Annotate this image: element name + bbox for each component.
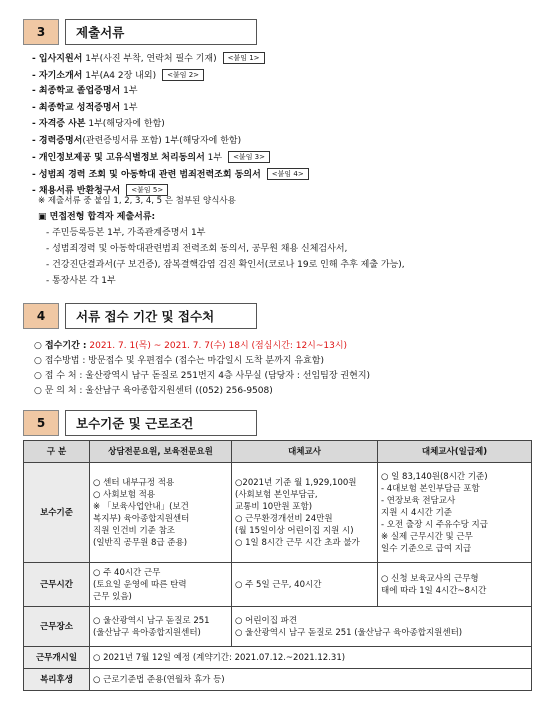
cell-text: ○ 신청 보육교사의 근무형 — [381, 573, 479, 584]
document-detail: 1부 — [120, 102, 138, 113]
cell-text: ○ 2021년 7월 12일 예정 (계약기간: 2021.07.12.~2021.12.31) — [93, 652, 346, 663]
table-row — [24, 463, 532, 563]
cell-text: ○ 근로기준법 준용(연월차 휴가 등) — [93, 674, 225, 685]
document-detail: 1부(해당자에 한함) — [85, 119, 165, 129]
final-doc-item: - 성범죄경력 및 아동학대관련범죄 전력조회 동의서, 공무원 채용 신체검사서, — [46, 244, 348, 254]
document-item — [32, 69, 204, 82]
table-header-row — [24, 441, 532, 463]
attachment-tag: <붙임 5> — [126, 184, 168, 196]
cell-text: ○ 근무환경개선비 24만원 — [235, 513, 333, 524]
method-line: ○ 접수방법 : 방문접수 및 우편접수 (접수는 마감일시 도착 분까지 유효함) — [34, 356, 324, 366]
cell-text: 지원 시 4시간 기준 — [381, 507, 452, 518]
bullet: - — [32, 186, 39, 196]
document-item — [32, 118, 165, 130]
table-cell — [378, 563, 532, 607]
bullet: - — [32, 70, 39, 81]
document-item — [32, 135, 241, 147]
cell-text: - 오전 출장 시 주유수당 지급 — [381, 519, 488, 530]
cell-text: 복지부) 육아종합지원센터 — [93, 513, 190, 524]
attachment-tag: <붙임 2> — [162, 69, 204, 81]
cell-text: 교통비 10만원 포함) — [235, 501, 313, 512]
row-label: 복리후생 — [24, 669, 90, 691]
document-name: 최종학교 성적증명서 — [38, 102, 121, 113]
section-number: 3 — [23, 19, 59, 45]
cell-text: ○ 어린이집 파견 — [235, 615, 298, 626]
col-header: 구 분 — [24, 441, 90, 463]
document-item — [32, 102, 138, 114]
document-detail: 1부(A4 2장 내외) — [82, 70, 157, 81]
cell-text: ○ 주 5일 근무, 40시간 — [235, 579, 322, 590]
bullet: - — [32, 86, 39, 96]
cell-text: - 연장보육 전담교사 — [381, 495, 456, 506]
cell-text: ○ 1일 8시간 근무 시간 초과 불가 — [235, 537, 360, 548]
section-number: 4 — [23, 303, 59, 329]
document-item — [32, 168, 309, 181]
cell-text: ※ 실제 근무시간 및 근무 — [381, 531, 473, 542]
document-name: 자격증 사본 — [38, 119, 86, 129]
cell-text: (울산남구 육아종합지원센터) — [93, 627, 201, 638]
row-label: 보수기준 — [24, 463, 90, 563]
cell-text: - 4대보험 본인부담금 포함 — [381, 483, 480, 494]
period-line — [34, 340, 347, 352]
bullet: - — [32, 153, 39, 163]
section-number: 5 — [23, 410, 59, 436]
section-3-header — [23, 19, 257, 45]
document-item — [32, 151, 270, 164]
final-doc-item: - 건강진단결과서(구 보건증), 잠복결핵감염 검진 확인서(코로나 19로 인해 추후 제출 가능), — [46, 260, 405, 270]
period-label: ○ 접수기간 : — [34, 341, 87, 351]
document-detail: (관련증빙서류 포함) 1부(해당자에 한함) — [82, 135, 242, 146]
document-detail: 1부 — [120, 86, 138, 96]
table-row — [24, 563, 532, 607]
cell-text: (사회보험 본인부담금, — [235, 489, 318, 500]
cell-text: 태에 따라 1일 4시간~8시간 — [381, 585, 487, 596]
place-line: ○ 접 수 처 : 울산광역시 남구 돋질로 251번지 4층 사무실 (담당자 : 선임팀장 권현지) — [34, 371, 371, 381]
document-name: 입사지원서 — [38, 54, 83, 64]
bullet: - — [32, 119, 39, 129]
document-name: 경력증명서 — [38, 135, 83, 146]
table-row — [24, 607, 532, 647]
cell-text: 직원 인건비 기준 참조 — [93, 525, 176, 536]
cell-text: ○ 일 83,140원(8시간 기준) — [381, 471, 488, 482]
bullet: - — [32, 54, 39, 64]
cell-text: (월 15일이상 어린이집 지원 시) — [235, 525, 354, 536]
attachment-tag: <붙임 3> — [228, 151, 270, 163]
conditions-table — [23, 440, 532, 691]
table-cell — [90, 463, 232, 563]
cell-text: 근무 있음) — [93, 591, 132, 602]
final-doc-item: - 통장사본 각 1부 — [46, 276, 116, 286]
table-cell — [90, 647, 532, 669]
table-cell — [232, 463, 378, 563]
cell-text: ○ 센터 내부규정 적용 — [93, 477, 175, 488]
cell-text: ※ 「보육사업안내」(보건 — [93, 501, 189, 512]
document-item — [32, 85, 138, 97]
table-row — [24, 669, 532, 691]
section-title: 서류 접수 기간 및 접수처 — [65, 303, 257, 329]
period-value: 2021. 7. 1(목) ~ 2021. 7. 7(수) 18시 (점심시간: 12시~13시) — [89, 341, 348, 351]
document-item — [32, 52, 265, 65]
cell-text: 일수 기준으로 급여 지급 — [381, 543, 472, 554]
contact-line: ○ 문 의 처 : 울산남구 육아종합지원센터 ((052) 256-9508) — [34, 386, 273, 396]
bullet: - — [32, 102, 39, 113]
row-label: 근무장소 — [24, 607, 90, 647]
document-name: 채용서류 반환청구서 — [38, 186, 121, 196]
cell-text: ○ 울산광역시 남구 돋질로 251 (울산남구 육아종합지원센터) — [235, 627, 463, 638]
section-title: 보수기준 및 근로조건 — [65, 410, 257, 436]
table-cell — [232, 563, 378, 607]
cell-text: ○2021년 기준 월 1,929,100원 — [235, 477, 357, 488]
section-5-header — [23, 410, 257, 436]
cell-text: (일반직 공무원 8급 준용) — [93, 537, 188, 548]
note: ※ 제출서류 중 붙임 1, 2, 3, 4, 5 은 첨부된 양식사용 — [38, 196, 236, 206]
section-4-header — [23, 303, 257, 329]
bullet: - — [32, 169, 39, 180]
col-header: 대체교사 — [232, 441, 378, 463]
col-header: 대체교사(일급제) — [378, 441, 532, 463]
row-label: 근무개시일 — [24, 647, 90, 669]
table-cell — [90, 669, 532, 691]
bullet: - — [32, 135, 39, 146]
document-name: 성범죄 경력 조회 및 아동학대 관련 범죄전력조회 동의서 — [38, 169, 261, 180]
document-detail: 1부 — [204, 153, 223, 163]
section-title: 제출서류 — [65, 19, 257, 45]
attachment-tag: <붙임 4> — [267, 168, 309, 180]
cell-text: ○ 주 40시간 근무 — [93, 567, 161, 578]
final-docs-heading: ▣ 면접전형 합격자 제출서류: — [38, 212, 156, 222]
final-doc-item: - 주민등록등본 1부, 가족관계증명서 1부 — [46, 228, 206, 238]
cell-text: (토요일 운영에 따른 탄력 — [93, 579, 187, 590]
table-cell — [378, 463, 532, 563]
attachment-tag: <붙임 1> — [223, 52, 265, 64]
col-header: 상담전문요원, 보육전문요원 — [90, 441, 232, 463]
document-detail: 1부(사진 부착, 연락처 필수 기재) — [82, 54, 217, 64]
table-cell — [90, 607, 232, 647]
cell-text: ○ 사회보험 적용 — [93, 489, 156, 500]
cell-text: ○ 울산광역시 남구 돋질로 251 — [93, 615, 210, 626]
document-name: 자기소개서 — [38, 70, 83, 81]
row-label: 근무시간 — [24, 563, 90, 607]
table-cell — [90, 563, 232, 607]
table-cell — [232, 607, 532, 647]
table-row — [24, 647, 532, 669]
document-name: 개인정보제공 및 고유식별정보 처리동의서 — [38, 153, 205, 163]
document-name: 최종학교 졸업증명서 — [38, 86, 121, 96]
